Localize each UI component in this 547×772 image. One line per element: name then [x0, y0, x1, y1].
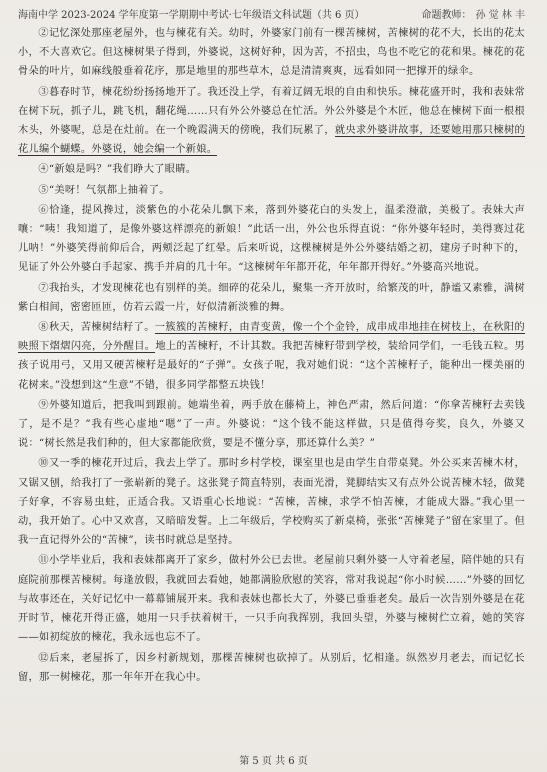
paragraph-text: 地上的苦楝籽，不计其数。我把苦楝籽带到学校，装给同学们，一毛钱五粒。男孩子说用弓，又用又硬苦楝籽是最好的“子弹”。女孩子呢，我对她们说：“这个苦楝籽子，能种出一棵美丽的花树来。”没想到这“生意”不错，很多同学都整五块钱！ [18, 341, 526, 391]
page-header [18, 6, 525, 20]
paragraph-11 [18, 551, 525, 647]
paragraph-text: ⑩又一季的楝花开过后，我去上学了。那时乡村学校，课室里也是由学生自带桌凳。外公买来苦楝木材，又锯又刨，给我打了一张崭新的凳子。这张凳子简直特别，表面光滑，凳脚结实又有点外公说苦楝木轻，做凳子好拿，不容易虫蛀，正适合我。又语重心长地说：“苦楝，苦楝，求学不怕苦楝，才能成大器。”我心里一动，我开始了。心中又欢喜，又暗暗发誓。上二年级后，学校购买了新桌椅，张张“苦楝凳子”留在家里了。但我一直记得外公的“苦楝”，读书时就总是坚持。 [18, 458, 525, 547]
underlined-sentence: 就央求外婆讲故事，还要她用那只楝树的花儿编个蝴蝶。外婆说，她会编一个新娘。 [18, 125, 525, 156]
passage-body [18, 24, 525, 687]
page-number: 第 5 页 共 6 页 [239, 756, 308, 767]
exam-title: 海南中学 2023-2024 学年度第一学期期中考试·七年级语文科试题（共 6 页） [18, 10, 365, 21]
author-info [421, 6, 525, 21]
paragraph-text: ⑨外婆知道后，把我叫到跟前。她端坐着，两手放在藤椅上，神色严肃，然后问道：“你拿苦楝籽去卖钱了，是不是？”我有些心虚地“嗯”了一声。外婆说：“这个钱不能这样做，只是值得夸奖，良久，外婆又说：“树长然是我们种的，但大家都能欣赏，要是不懂分享，那还算什么美？” [18, 399, 525, 450]
paragraph-text: ⑥恰逢，提风搀过，淡紫色的小花朵儿飘下来，落到外婆花白的头发上，温柔澄澈，美极了。表妹大声嚷：“咦！我知道了，是像外婆这样漂亮的新娘！”此话一出，外公也乐得直说：“你外婆年轻时，美得赛过花儿呐！”外婆笑得前仰后合，两颊泛起了红晕。后来听说，这棵楝树是外公外婆结婚之初，建房子时种下的，见证了外公外婆白手起家、携手并肩的几十年。“这楝树年年都开花，年年都开得好。”外婆高兴地说。 [18, 204, 525, 274]
paragraph-5 [18, 181, 525, 200]
paragraph-7 [18, 279, 525, 317]
paragraph-text: ⑪小学毕业后，我和表妹都离开了家乡，做村外公已去世。老屋前只剩外婆一人守着老屋，陪伴她的只有庭院前那棵苦楝树。每逢放假，我就回去看她，她都满脸欣慰的笑容，常对我说起“你小时候……”外婆的回忆与故事还在，关好记忆中一幕幕铺展开来。我和表妹也都长大了，外婆已垂垂老矣。最后一次告别外婆是在花开时节，楝花开得正盛，她用一只手扶着树干，一只手向我挥别，我回头望，外婆与楝树伫立着，她的笑容——如初绽放的楝花，我永远也忘不了。 [18, 555, 525, 644]
paragraph-4 [18, 160, 525, 179]
paragraph-12 [18, 649, 525, 687]
paragraph-text: ⑧秋天，苦楝树结籽了。 [38, 322, 155, 334]
paragraph-2 [18, 24, 525, 82]
paragraph-6 [18, 201, 525, 278]
paragraph-10 [18, 454, 525, 550]
paragraph-3 [18, 83, 525, 160]
author-label: 命题教师： [421, 10, 472, 21]
author-names: 孙 觉 林 丰 [475, 10, 525, 21]
paragraph-text: ⑦我抬头，才发现楝花也有别样的美。细碎的花朵儿，聚集一齐开放时，给繁茂的叶，静谧又素雅，满树紫白相间，密密匝匝，仿若云霞一片，好似清新淡雅的舞。 [18, 282, 525, 313]
paragraph-text: ②记忆深处那座老屋外，也与楝花有关。幼时，外婆家门前有一棵苦楝树，苦楝树的花不大，长出的花太小，不大喜欢它。但这楝树果子得到，外婆说，这树好种，因为苦，不招虫，鸟也不吃它的花和果。楝花的花骨朵的叶片，如麻线般垂着花序，那是地里的那些草木，总是清清爽爽，远看如同一把撑开的绿伞。 [18, 28, 525, 78]
paragraph-9 [18, 396, 525, 454]
paragraph-text: ⑤“美呀！气氛都上抽着了。 [38, 184, 170, 196]
underlined-sentence: 一簇簇的苦楝籽，由青变黄，像一个个金铃，成串成串地挂在树枝上，在秋阳的映照下熠熠闪亮，分外醒目。 [18, 322, 525, 353]
paragraph-text: ④“新娘是吗？”我们睁大了眼睛。 [38, 164, 197, 176]
paragraph-text: ⑫后来，老屋拆了，因乡村新规划，那棵苦楝树也砍掉了。从别后，忆相逢。纵然岁月老去，而记忆长留，那一树楝花，那一年年开在我心中。 [18, 652, 525, 683]
paragraph-8 [18, 318, 525, 395]
paragraph-text: ③暮春时节，楝花纷纷扬扬地开了。我还没上学，有着辽阔无垠的自由和快乐。楝花盛开时，我和表妹常在树下玩，抓子儿，跳飞机，翻花绳……只有外公外婆总在忙活。外公外婆是个木匠，他总在楝树下面一根根木头，外婆呢，总是在灶前。在一个晚霞满天的傍晚，我们玩累了， [18, 86, 525, 137]
